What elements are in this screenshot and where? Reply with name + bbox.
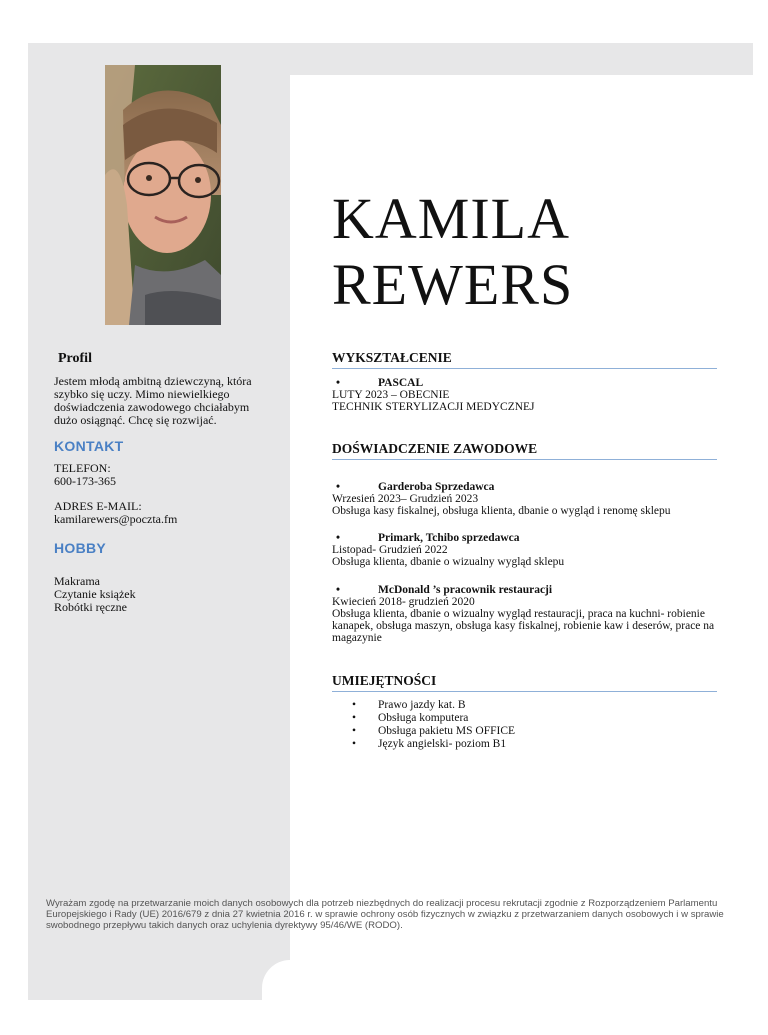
hobby-item: Makrama xyxy=(54,574,100,588)
job-dates: Kwiecień 2018- grudzień 2020 xyxy=(332,596,475,608)
gdpr-consent: Wyrażam zgodę na przetwarzanie moich danych osobowych dla potrzeb niezbędnych do realizacji procesu rekrutacji zgodnie z Rozporządzeniem Parlamentu Europejskiego i Rady (UE) 2016/679 z dnia 27 kwietnia 2016 r. w sprawie ochrony osób fizycznych w związku z przetwarzaniem danych osobowych i w sprawie swobodnego przepływu takich danych oraz uchylenia dyrektywy 95/46/WE (RODO). xyxy=(46,898,724,931)
job-title: • Primark, Tchibo sprzedawca xyxy=(334,532,717,544)
profile-photo xyxy=(105,65,221,325)
phone-block xyxy=(54,462,116,488)
phone-label: TELEFON: xyxy=(54,461,111,475)
candidate-name xyxy=(332,186,573,318)
skill-item: • Prawo jazdy kat. B xyxy=(352,699,466,711)
skills-section xyxy=(332,673,717,692)
skill-item: • Obsługa pakietu MS OFFICE xyxy=(352,725,516,737)
education-section xyxy=(332,350,717,369)
job-dates: Wrzesień 2023– Grudzień 2023 xyxy=(332,493,479,505)
education-field: TECHNIK STERYLIZACJI MEDYCZNEJ xyxy=(332,401,535,413)
email-label: ADRES E-MAIL: xyxy=(54,499,142,513)
first-name: KAMILA xyxy=(332,186,570,251)
education-heading: WYKSZTAŁCENIE xyxy=(332,350,717,369)
job-desc: Obsługa kasy fiskalnej, obsługa klienta, dbanie o wygląd i renomę sklepu xyxy=(332,505,671,517)
email-value: kamilarewers@poczta.fm xyxy=(54,512,178,526)
profile-text: Jestem młodą ambitną dziewczyną, która szybko się uczy. Mimo niewielkiego doświadczenia zawodowego chciałabym dużo osiągnąć. Chcę się rozwijać. xyxy=(54,374,252,427)
profile-heading: Profil xyxy=(58,351,92,366)
email-block xyxy=(54,500,177,526)
hobby-item: Czytanie książek xyxy=(54,587,136,601)
last-name: REWERS xyxy=(332,252,574,317)
education-entry xyxy=(332,377,717,413)
experience-heading: DOŚWIADCZENIE ZAWODOWE xyxy=(332,441,717,460)
job-title: • Garderoba Sprzedawca xyxy=(334,481,717,493)
job-entry xyxy=(332,481,717,517)
phone-value: 600-173-365 xyxy=(54,474,116,488)
hobby-item: Robótki ręczne xyxy=(54,600,127,614)
job-desc: Obsługa klienta, dbanie o wizualny wygląd sklepu xyxy=(332,556,565,568)
skill-item: • Obsługa komputera xyxy=(352,712,469,724)
hobby-list xyxy=(54,575,136,614)
skills-list xyxy=(332,699,717,751)
skills-heading: UMIEJĘTNOŚCI xyxy=(332,673,717,692)
job-desc: Obsługa klienta, dbanie o wizualny wygląd restauracji, praca na kuchni- robienie kanapek, obsługa maszyn, obsługa kasy fiskalnej, robienie kaw i deserów, prace na magazynie xyxy=(332,608,715,644)
job-entry xyxy=(332,584,717,644)
contact-heading: KONTAKT xyxy=(54,438,124,454)
hobby-heading: HOBBY xyxy=(54,540,107,556)
job-entry xyxy=(332,532,717,568)
job-title: • McDonald ’s pracownik restauracji xyxy=(334,584,717,596)
skill-item: • Język angielski- poziom B1 xyxy=(352,738,507,750)
experience-section xyxy=(332,441,717,460)
education-dates: LUTY 2023 – OBECNIE xyxy=(332,389,450,401)
education-school: • PASCAL xyxy=(334,377,717,389)
job-dates: Listopad- Grudzień 2022 xyxy=(332,544,448,556)
